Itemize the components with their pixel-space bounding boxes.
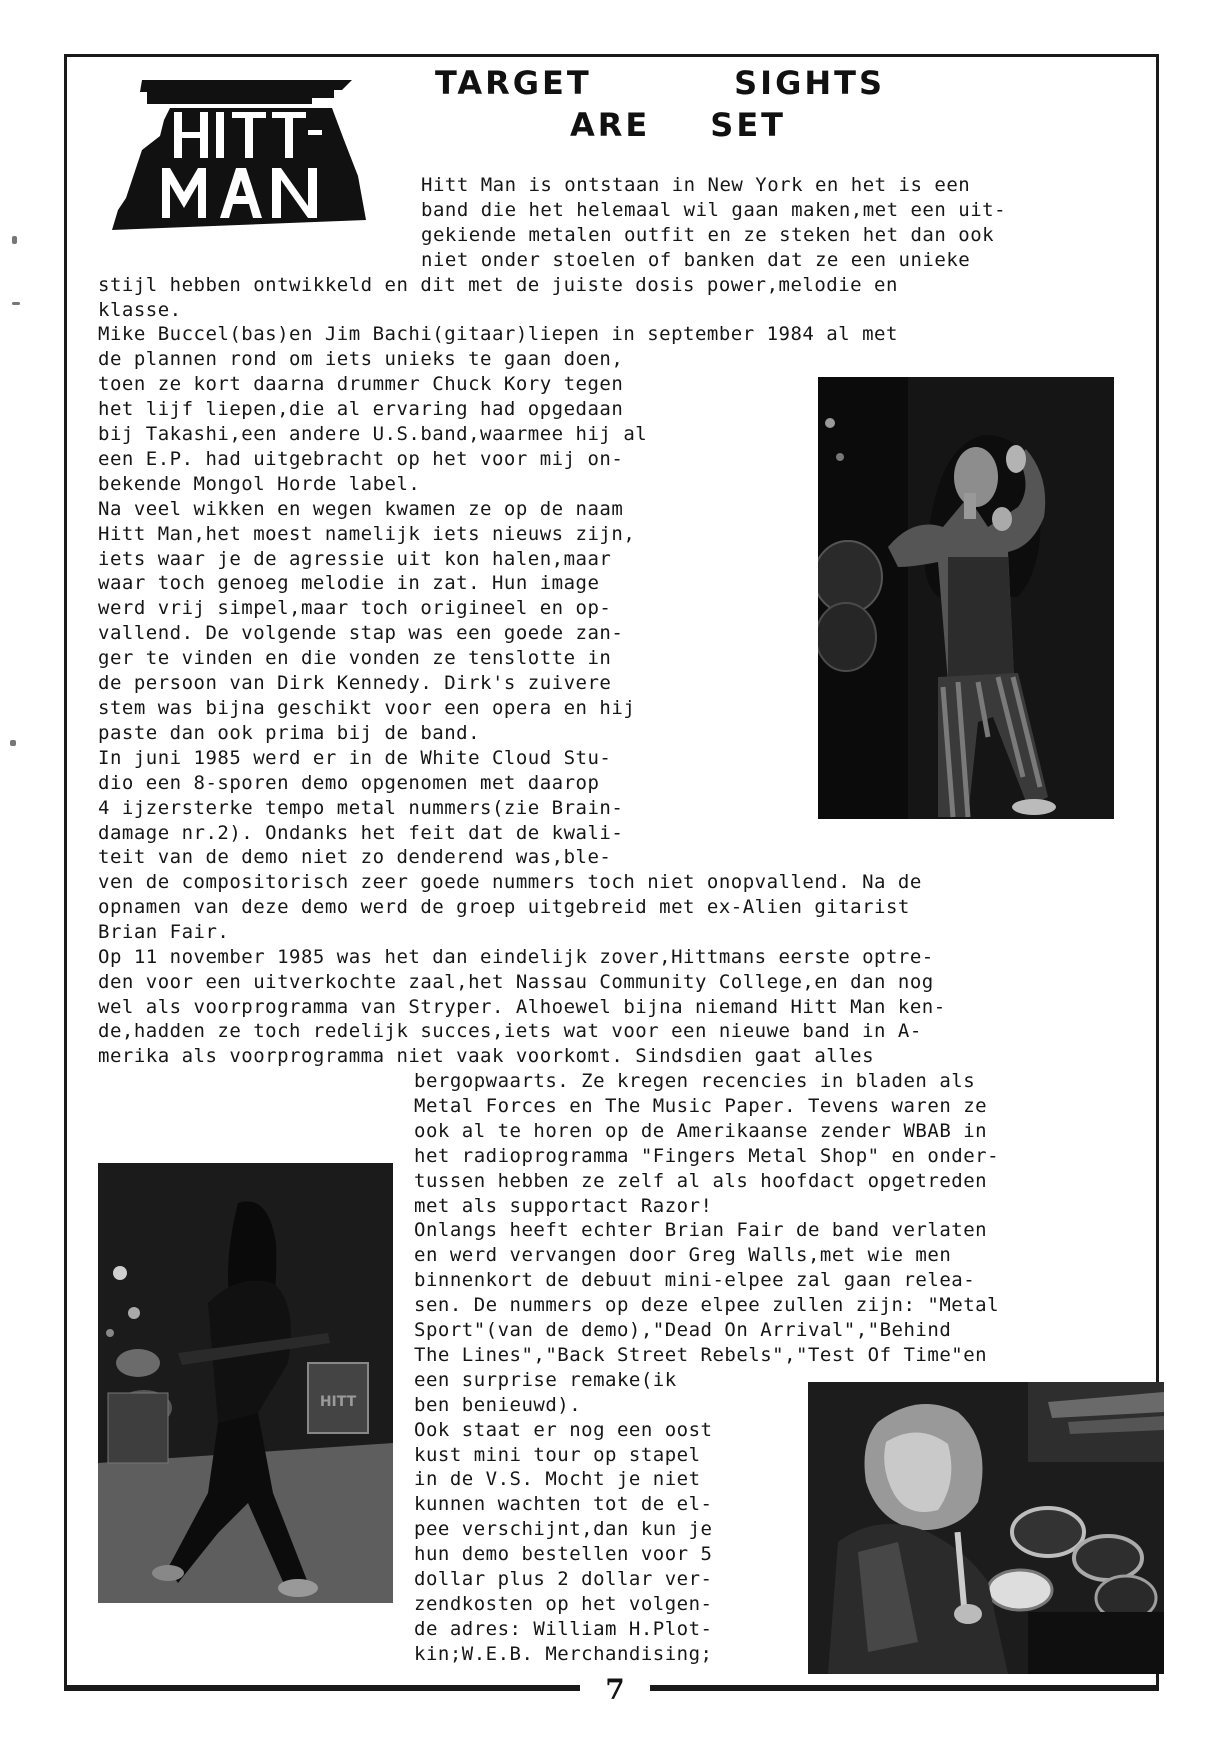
text-line: en werd vervangen door Greg Walls,met wie men <box>414 1244 952 1267</box>
singer-photo <box>818 377 1114 819</box>
text-line: In juni 1985 werd er in de White Cloud Stu- <box>98 746 612 769</box>
text-line: paste dan ook prima bij de band. <box>98 721 481 744</box>
article-title <box>435 62 905 146</box>
text-line: Hitt Man is ontstaan in New York en het is een <box>421 174 971 196</box>
text-line: The Lines","Back Street Rebels","Test Of Time"en <box>414 1343 988 1366</box>
text-line: stijl hebben ontwikkeld en dit met de juiste dosis power,melodie en <box>98 273 898 296</box>
scan-mark <box>12 302 20 305</box>
text-line: ven de compositorisch zeer goede nummers toch niet onopvallend. Na de <box>98 871 922 893</box>
title-word: TARGET <box>435 64 592 102</box>
text-line: de persoon van Dirk Kennedy. Dirk's zuivere <box>98 672 612 695</box>
text-line: merika als voorprogramma niet vaak voorkomt. Sindsdien gaat alles <box>98 1045 875 1068</box>
text-line: Brian Fair. <box>98 920 230 943</box>
title-word: SIGHTS <box>734 64 885 102</box>
text-line: Na veel wikken en wegen kwamen ze op de naam <box>98 497 624 520</box>
band-logo <box>112 80 372 236</box>
text-line: hun demo bestellen voor 5 <box>414 1543 713 1566</box>
text-line: in de V.S. Mocht je niet <box>414 1468 701 1491</box>
text-line: de plannen rond om iets unieks te gaan doen, <box>98 348 624 371</box>
text-line: kin;W.E.B. Merchandising; <box>414 1642 713 1665</box>
drummer-photo <box>808 1382 1164 1674</box>
body-text-right-column <box>414 1069 999 1368</box>
text-line: band die het helemaal wil gaan maken,met een uit- <box>421 198 1007 221</box>
text-line: Op 11 november 1985 was het dan eindelijk zover,Hittmans eerste optre- <box>98 945 934 968</box>
text-line: zendkosten op het volgen- <box>414 1592 713 1615</box>
text-line: een E.P. had uitgebracht op het voor mij on- <box>98 447 624 470</box>
text-line: dollar plus 2 dollar ver- <box>414 1568 713 1591</box>
text-line: Hitt Man,het moest namelijk iets nieuws zijn, <box>98 522 636 545</box>
text-line: tussen hebben ze zelf al als hoofdact opgetreden <box>414 1169 988 1192</box>
text-line: met als supportact Razor! <box>414 1194 713 1217</box>
page-number-rule-right <box>646 1688 1159 1691</box>
text-line: bergopwaarts. Ze kregen recencies in bladen als <box>414 1070 976 1092</box>
text-line: ben benieuwd). <box>414 1393 582 1416</box>
body-text-left-column <box>98 347 647 870</box>
text-line: kust mini tour op stapel <box>414 1443 701 1466</box>
text-line: het lijf liepen,die al ervaring had opgedaan <box>98 398 624 421</box>
title-word: ARE <box>570 106 651 144</box>
text-line: ger te vinden en die vonden ze tenslotte in <box>98 647 612 670</box>
text-line: klasse. <box>98 298 182 321</box>
scan-mark <box>12 236 17 244</box>
text-line: de adres: William H.Plot- <box>414 1617 713 1640</box>
text-line: kunnen wachten tot de el- <box>414 1493 713 1516</box>
text-line: werd vrij simpel,maar toch origineel en op- <box>98 597 612 620</box>
text-line: opnamen van deze demo werd de groep uitgebreid met ex-Alien gitarist <box>98 895 910 918</box>
body-text-full-width-1 <box>98 273 898 348</box>
text-line: sen. De nummers op deze elpee zullen zijn: "Metal <box>414 1294 1000 1317</box>
text-line: vallend. De volgende stap was een goede zan- <box>98 622 624 645</box>
text-line: gekiende metalen outfit en ze steken het dan ook <box>421 223 995 246</box>
text-line: bij Takashi,een andere U.S.band,waarmee hij al <box>98 423 648 446</box>
text-line: het radioprogramma "Fingers Metal Shop" en onder- <box>414 1144 1000 1167</box>
page-number: 7 <box>580 1672 650 1708</box>
text-line: den voor een uitverkochte zaal,het Nassau Community College,en dan nog <box>98 970 934 993</box>
title-word: SET <box>710 106 786 144</box>
text-line: wel als voorprogramma van Stryper. Alhoewel bijna niemand Hitt Man ken- <box>98 995 946 1018</box>
text-line: teit van de demo niet zo denderend was,ble- <box>98 846 612 869</box>
guitarist-photo <box>98 1163 393 1603</box>
text-line: Onlangs heeft echter Brian Fair de band verlaten <box>414 1219 988 1242</box>
text-line: een surprise remake(ik <box>414 1368 677 1391</box>
text-line: ook al te horen op de Amerikaanse zender WBAB in <box>414 1119 988 1142</box>
text-line: waar toch genoeg melodie in zat. Hun image <box>98 572 600 595</box>
text-line: stem was bijna geschikt voor een opera en hij <box>98 696 636 719</box>
text-line: dio een 8-sporen demo opgenomen met daarop <box>98 771 600 794</box>
page-number-rule-left <box>64 1688 584 1691</box>
text-line: toen ze kort daarna drummer Chuck Kory tegen <box>98 373 624 396</box>
text-line: binnenkort de debuut mini-elpee zal gaan relea- <box>414 1269 976 1292</box>
text-line: 4 ijzersterke tempo metal nummers(zie Brain- <box>98 796 624 819</box>
intro-text <box>421 173 1006 273</box>
text-line: bekende Mongol Horde label. <box>98 472 421 495</box>
text-line: Sport"(van de demo),"Dead On Arrival","Behind <box>414 1319 952 1342</box>
text-line: Mike Buccel(bas)en Jim Bachi(gitaar)liepen in september 1984 al met <box>98 323 898 346</box>
text-line: pee verschijnt,dan kun je <box>414 1518 713 1541</box>
text-line: Metal Forces en The Music Paper. Tevens waren ze <box>414 1094 988 1117</box>
text-line: damage nr.2). Ondanks het feit dat de kwali- <box>98 821 624 844</box>
scan-mark <box>10 740 16 746</box>
text-line: de,hadden ze toch redelijk succes,iets wat voor een nieuwe band in A- <box>98 1020 922 1043</box>
text-line: niet onder stoelen of banken dat ze een unieke <box>421 248 971 271</box>
text-line: iets waar je de agressie uit kon halen,maar <box>98 547 612 570</box>
svg-text:HITT: HITT <box>319 1394 357 1410</box>
body-text-full-width-2 <box>98 870 946 1069</box>
text-line: Ook staat er nog een oost <box>414 1418 713 1441</box>
body-text-narrow-column <box>414 1368 712 1667</box>
